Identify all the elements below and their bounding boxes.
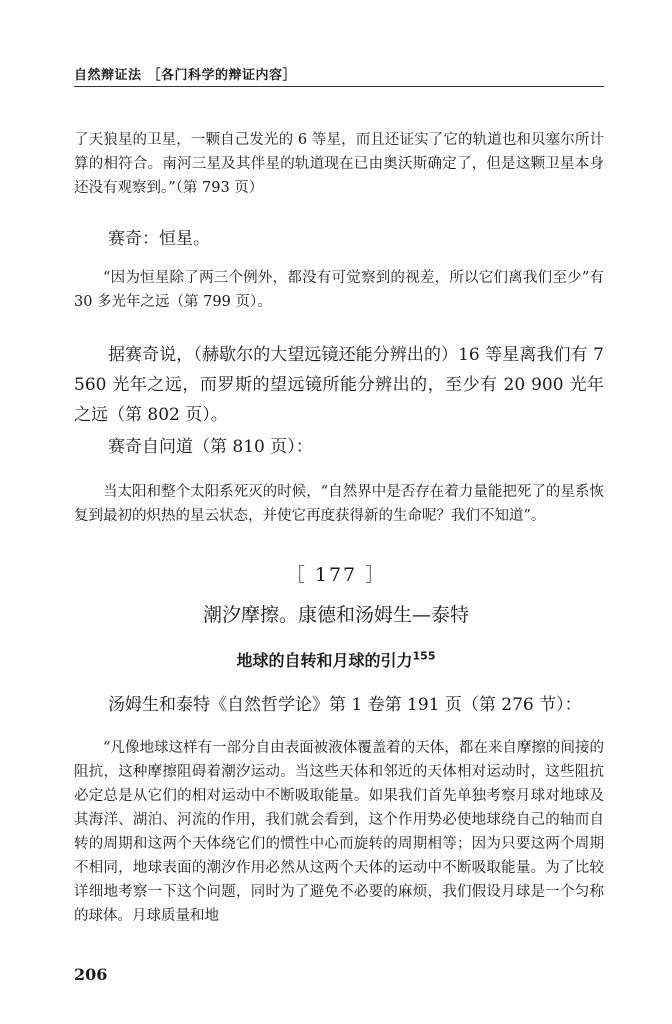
paragraph-quote-continuation: 了天狼星的卫星，一颗自己发光的 6 等星，而且还证实了它的轨道也和贝塞尔所计算的相符合。南河三星及其伴星的轨道现在已由奥沃斯确定了，但是这颗卫星本身还没有观察到。”（第 793 页） [74,132,604,196]
subtitle-text: 地球的自转和月球的引力 [236,651,413,670]
paragraph-star-distances: 据赛奇说，（赫歇尔的大望远镜还能分辨出的）16 等星离我们有 7 560 光年之远，而罗斯的望远镜所能分辨出的，至少有 20 900 光年之远（第 802 页）。 [74,345,604,425]
header-book-title: 自然辩证法 [74,68,142,83]
paragraph-secchi-stars: 赛奇：恒星。 [108,229,210,249]
header-section-title: ［各门科学的辩证内容］ [147,68,297,83]
header-rule [74,86,604,87]
paragraph-parallax-quote: “因为恒星除了两三个例外，都没有可觉察到的视差，所以它们离我们至少”有 30 多光年之远（第 799 页）。 [74,270,604,310]
running-header [74,64,296,83]
paragraph-tidal-friction-quote: “凡像地球这样有一部分自由表面被液体覆盖着的天体，都在来自摩擦的间接的阻抗，这种摩擦阻碍着潮汐运动。当这些天体和邻近的天体相对运动时，这些阻抗必定总是从它们的相对运动中不断吸取能量。如果我们首先单独考察月球对地球及其海洋、湖泊、河流的作用，我们就会看到，这个作用势必使地球绕自己的轴而自转的周期和这两个天体绕它们的惯性中心而旋转的周期相等；因为只要这两个周期不相同，地球表面的潮汐作用必然从这两个天体的运动中不断吸取能量。为了比较详细地考察一下这个问题，同时为了避免不必要的麻烦，我们假设月球是一个匀称的球体。月球质量和地 [74,740,604,924]
section-subtitle [0,648,672,671]
footnote-marker: 155 [412,649,436,663]
section-title: 潮汐摩擦。康德和汤姆生—泰特 [202,604,469,626]
section-number: ［ 177 ］ [285,564,387,586]
paragraph-thomson-tait-citation: 汤姆生和泰特《自然哲学论》第 1 卷第 191 页（第 276 节）： [108,695,582,715]
paragraph-solar-death-quote: 当太阳和整个太阳系死灭的时候，“自然界中是否存在着力量能把死了的星系恢复到最初的炽热的星云状态，并使它再度获得新的生命呢？我们不知道”。 [74,484,604,524]
page-number: 206 [74,965,108,984]
paragraph-secchi-asks: 赛奇自问道（第 810 页）： [108,437,313,457]
